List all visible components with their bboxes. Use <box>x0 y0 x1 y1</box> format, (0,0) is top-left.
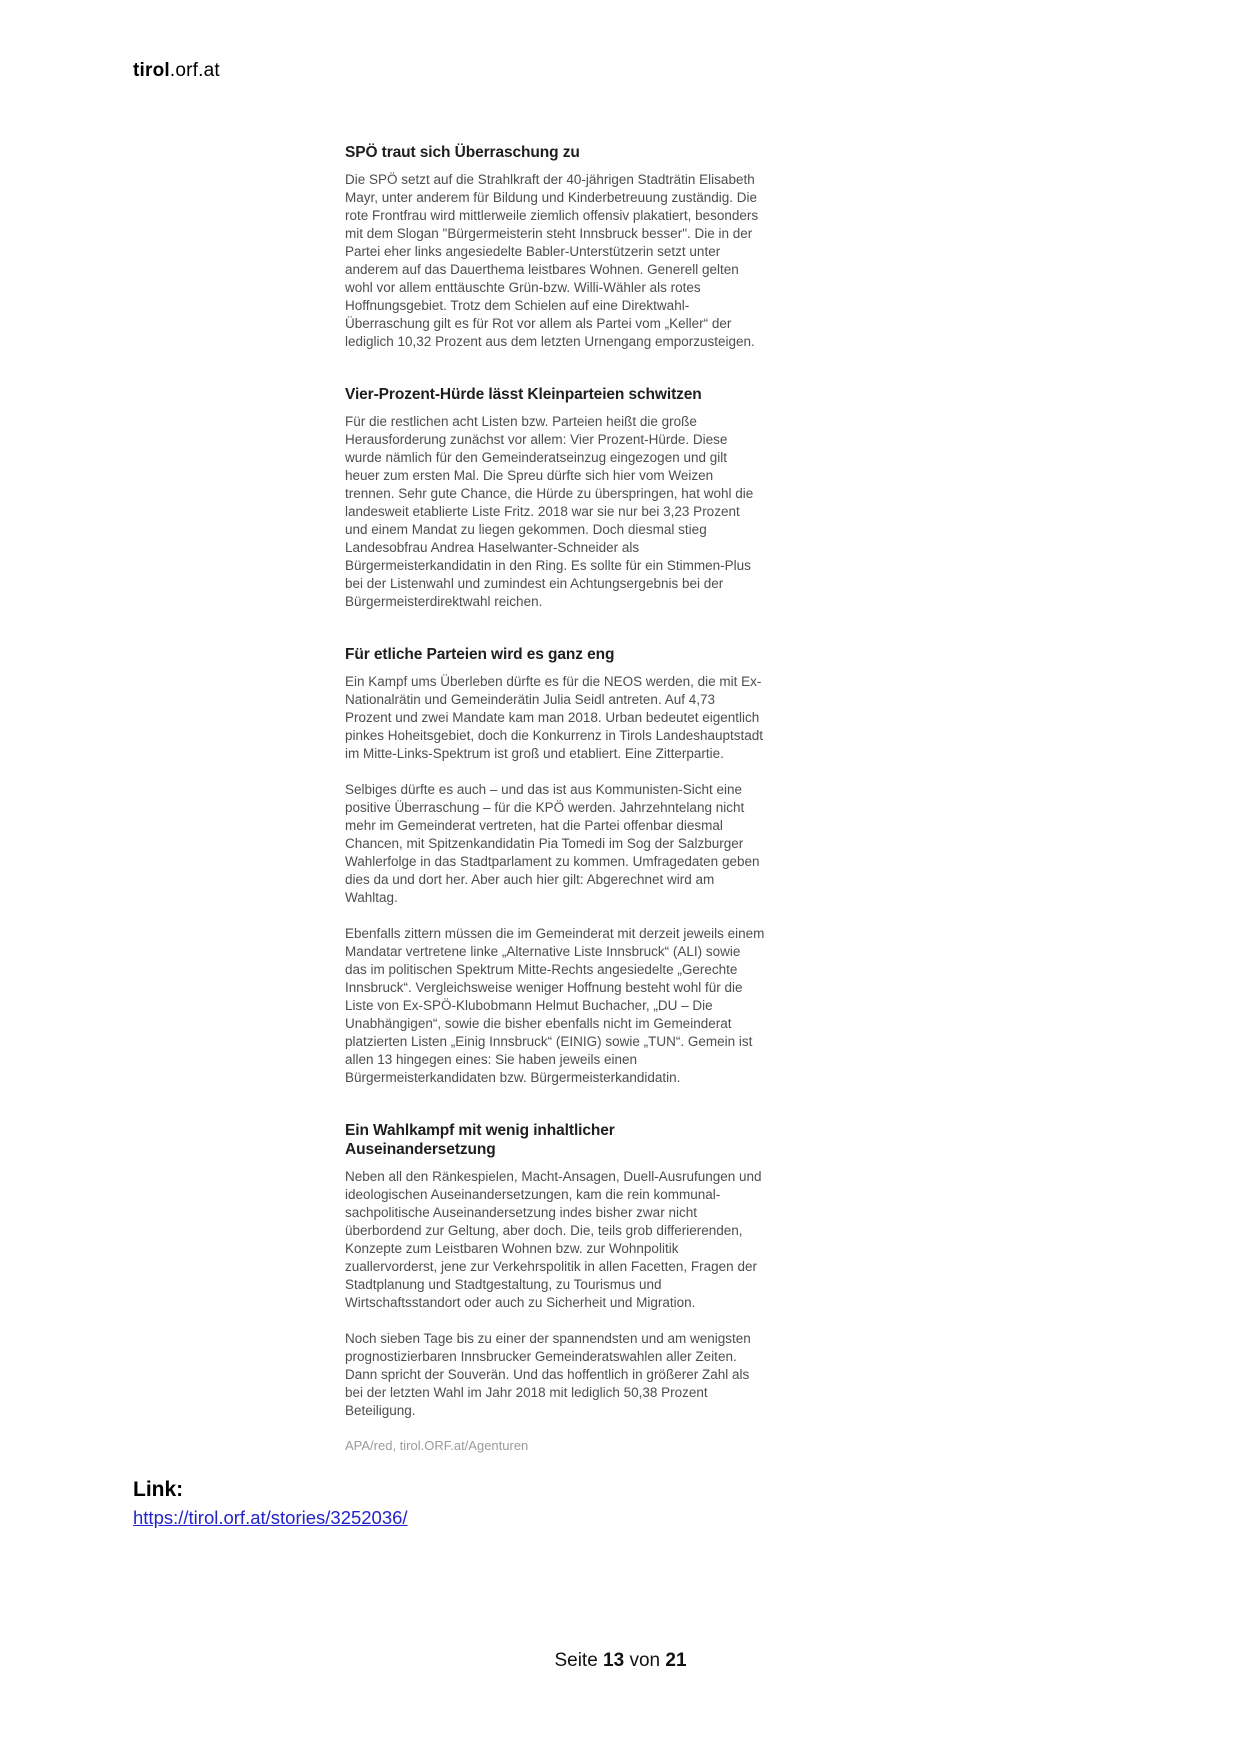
link-section <box>133 1478 408 1529</box>
article-section-spoe <box>345 143 765 351</box>
paragraph: Die SPÖ setzt auf die Strahlkraft der 40-jährigen Stadträtin Elisabeth Mayr, unter anderem für Bildung und Kinderbetreuung zuständig. Die rote Frontfrau wird mittlerweile ziemlich offensiv plakatiert, besonders mit dem Slogan "Bürgermeisterin steht Innsbruck besser". Die in der Partei eher links angesiedelte Babler-Unterstützerin setzt unter anderem auf das Dauerthema leistbares Wohnen. Generell gelten wohl vor allem enttäuschte Grün-bzw. Willi-Wähler als rotes Hoffnungsgebiet. Trotz dem Schielen auf eine Direktwahl-Überraschung gilt es für Rot vor allem als Partei vom „Keller“ der lediglich 10,32 Prozent aus dem letzten Urnengang emporzusteigen. <box>345 172 759 349</box>
paragraph: Selbiges dürfte es auch – und das ist aus Kommunisten-Sicht eine positive Überraschung – für die KPÖ werden. Jahrzehntelang nicht mehr im Gemeinderat vertreten, hat die Partei offenbar diesmal Chancen, mit Spitzenkandidatin Pia Tomedi im Sog der Salzburger Wahlerfolge in das Stadtparlament zu kommen. Umfragedaten geben dies da und dort her. Aber auch hier gilt: Abgerechnet wird am Wahltag. <box>345 782 760 905</box>
paragraph: Neben all den Ränkespielen, Macht-Ansagen, Duell-Ausrufungen und ideologischen Auseinandersetzungen, kam die rein kommunal-sachpolitische Auseinandersetzung indes bisher zwar nicht überbordend zur Geltung, aber doch. Die, teils grob differierenden, Konzepte zum Leistbaren Wohnen bzw. zur Wohnpolitik zuallervorderst, jene zur Verkehrspolitik in allen Facetten, Fragen der Stadtplanung und Stadtgestaltung, zu Tourismus und Wirtschaftsstandort oder auch zu Sicherheit und Migration. <box>345 1169 762 1310</box>
article-section-parteien <box>345 645 765 1087</box>
article-section-wahlkampf <box>345 1121 765 1420</box>
paragraph: Ein Kampf ums Überleben dürfte es für die NEOS werden, die mit Ex-Nationalrätin und Gemeinderätin Julia Seidl antreten. Auf 4,73 Prozent und zwei Mandate kam man 2018. Urban bedeutet eigentlich pinkes Hoheitsgebiet, doch die Konkurrenz in Tirols Landeshauptstadt im Mitte-Links-Spektrum ist groß und etabliert. Eine Zitterpartie. <box>345 674 764 761</box>
paragraph: Noch sieben Tage bis zu einer der spannendsten und am wenigsten prognostizierbaren Innsbrucker Gemeinderatswahlen aller Zeiten. Dann spricht der Souverän. Und das hoffentlich in größerer Zahl als bei der letzten Wahl im Jahr 2018 mit lediglich 50,38 Prozent Beteiligung. <box>345 1331 751 1418</box>
site-logo <box>133 60 220 82</box>
site-logo-bold: tirol <box>133 60 170 81</box>
source-credit: APA/red, tirol.ORF.at/Agenturen <box>345 1438 529 1453</box>
footer-page-number: 13 <box>603 1650 625 1671</box>
footer-label: Seite <box>554 1650 598 1671</box>
footer-of: von <box>629 1650 661 1671</box>
section-heading: Vier-Prozent-Hürde lässt Kleinparteien schwitzen <box>345 386 702 403</box>
article-body <box>345 143 765 1453</box>
page-footer <box>0 1650 1241 1672</box>
article-section-huerde <box>345 385 765 611</box>
link-label: Link: <box>133 1478 184 1501</box>
section-heading: SPÖ traut sich Überraschung zu <box>345 144 580 161</box>
paragraph: Ebenfalls zittern müssen die im Gemeinderat mit derzeit jeweils einem Mandatar vertretene linke „Alternative Liste Innsbruck“ (ALI) sowie das im politischen Spektrum Mitte-Rechts angesiedelte „Gerechte Innsbruck“. Vergleichsweise weniger Hoffnung besteht wohl für die Liste von Ex-SPÖ-Klubobmann Helmut Buchacher, „DU – Die Unabhängigen“, sowie die bisher ebenfalls nicht im Gemeinderat platzierten Listen „Einig Innsbruck“ (EINIG) sowie „TUN“. Gemein ist allen 13 hingegen eines: Sie haben jeweils einen Bürgermeisterkandidaten bzw. Bürgermeisterkandidatin. <box>345 926 765 1085</box>
section-heading: Für etliche Parteien wird es ganz eng <box>345 646 615 663</box>
site-logo-rest: .orf.at <box>169 60 220 81</box>
article-url-link[interactable]: https://tirol.orf.at/stories/3252036/ <box>133 1507 408 1528</box>
footer-total-pages: 21 <box>665 1650 687 1671</box>
paragraph: Für die restlichen acht Listen bzw. Parteien heißt die große Herausforderung zunächst vor allem: Vier Prozent-Hürde. Diese wurde nämlich für den Gemeinderatseinzug eingezogen und gilt heuer zum ersten Mal. Die Spreu dürfte sich hier vom Weizen trennen. Sehr gute Chance, die Hürde zu überspringen, hat wohl die landesweit etablierte Liste Fritz. 2018 war sie nur bei 3,23 Prozent und einem Mandat zu liegen gekommen. Doch diesmal stieg Landesobfrau Andrea Haselwanter-Schneider als Bürgermeisterkandidatin in den Ring. Es sollte für ein Stimmen-Plus bei der Listenwahl und zumindest ein Achtungsergebnis bei der Bürgermeisterdirektwahl reichen. <box>345 414 754 609</box>
section-heading: Ein Wahlkampf mit wenig inhaltlicher Auseinandersetzung <box>345 1122 615 1158</box>
